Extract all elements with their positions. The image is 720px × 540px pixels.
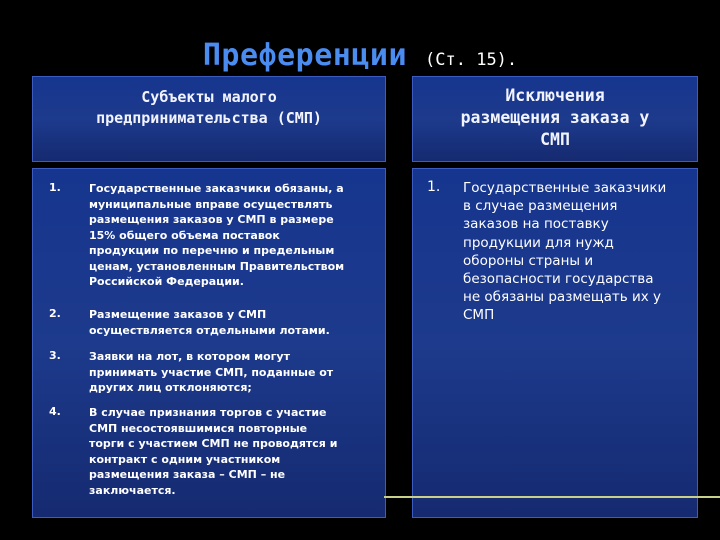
item-number: 1. <box>49 181 61 194</box>
item-line: заказов на поставку <box>463 216 609 233</box>
smp-header-line: Субъекты малого <box>141 88 277 106</box>
item-line: Государственные заказчики <box>463 180 667 196</box>
item-line: Размещение заказов у СМП <box>89 308 267 321</box>
item-line: СМП несостоявшимися повторные <box>89 421 308 435</box>
item-line: муниципальные вправе осуществлять <box>89 197 333 211</box>
item-line: безопасности государства <box>463 271 654 288</box>
item-line: Заявки на лот, в котором могут <box>89 350 290 363</box>
slide-title <box>0 38 720 73</box>
item-number: 3. <box>49 349 61 362</box>
smp-header-text <box>33 87 385 129</box>
item-number: 1. <box>427 179 441 195</box>
item-line: торги с участием СМП не проводятся и <box>89 437 338 450</box>
item-text <box>89 307 379 338</box>
item-line: принимать участие СМП, поданные от <box>89 365 334 379</box>
item-line: 15% общего объема поставок <box>89 228 280 242</box>
smp-header-panel <box>32 76 386 162</box>
item-line: ценам, установленным Правительством <box>89 259 345 273</box>
exceptions-list-panel <box>412 168 698 518</box>
item-line: размещения заказов у СМП в размере <box>89 213 334 226</box>
item-text <box>89 181 379 290</box>
item-text <box>89 405 379 498</box>
item-line: осуществляется отдельными лотами. <box>89 323 330 337</box>
item-line: продукции по перечню и предельным <box>89 244 335 257</box>
exceptions-header-line: СМП <box>540 130 570 149</box>
item-line: Российской Федерации. <box>89 275 244 288</box>
exceptions-header-panel <box>412 76 698 162</box>
smp-list-panel <box>32 168 386 518</box>
item-line: других лиц отклоняются; <box>89 381 252 394</box>
item-number: 2. <box>49 307 61 320</box>
item-line: в случае размещения <box>463 198 618 215</box>
item-line: контракт с одним участником <box>89 452 281 466</box>
item-line: не обязаны размещать их у <box>463 289 662 306</box>
smp-header-line: предпринимательства (СМП) <box>96 109 322 127</box>
item-line: Государственные заказчики обязаны, а <box>89 182 344 195</box>
item-line: обороны страны и <box>463 252 594 269</box>
title-main: Преференции <box>202 38 408 73</box>
item-text <box>463 179 693 325</box>
exceptions-header-line: размещения заказа у <box>460 108 650 127</box>
item-line: заключается. <box>89 483 176 497</box>
exceptions-header-text <box>413 85 697 151</box>
item-line: продукции для нужд <box>463 234 614 251</box>
exceptions-header-line: Исключения <box>505 86 605 105</box>
item-line: В случае признания торгов с участие <box>89 406 327 419</box>
item-line: СМП <box>463 307 495 324</box>
title-article-ref: (Ст. 15). <box>425 50 518 70</box>
item-text <box>89 349 379 396</box>
item-number: 4. <box>49 405 61 418</box>
decorative-divider <box>384 496 720 498</box>
item-line: размещения заказа – СМП – не <box>89 468 286 481</box>
